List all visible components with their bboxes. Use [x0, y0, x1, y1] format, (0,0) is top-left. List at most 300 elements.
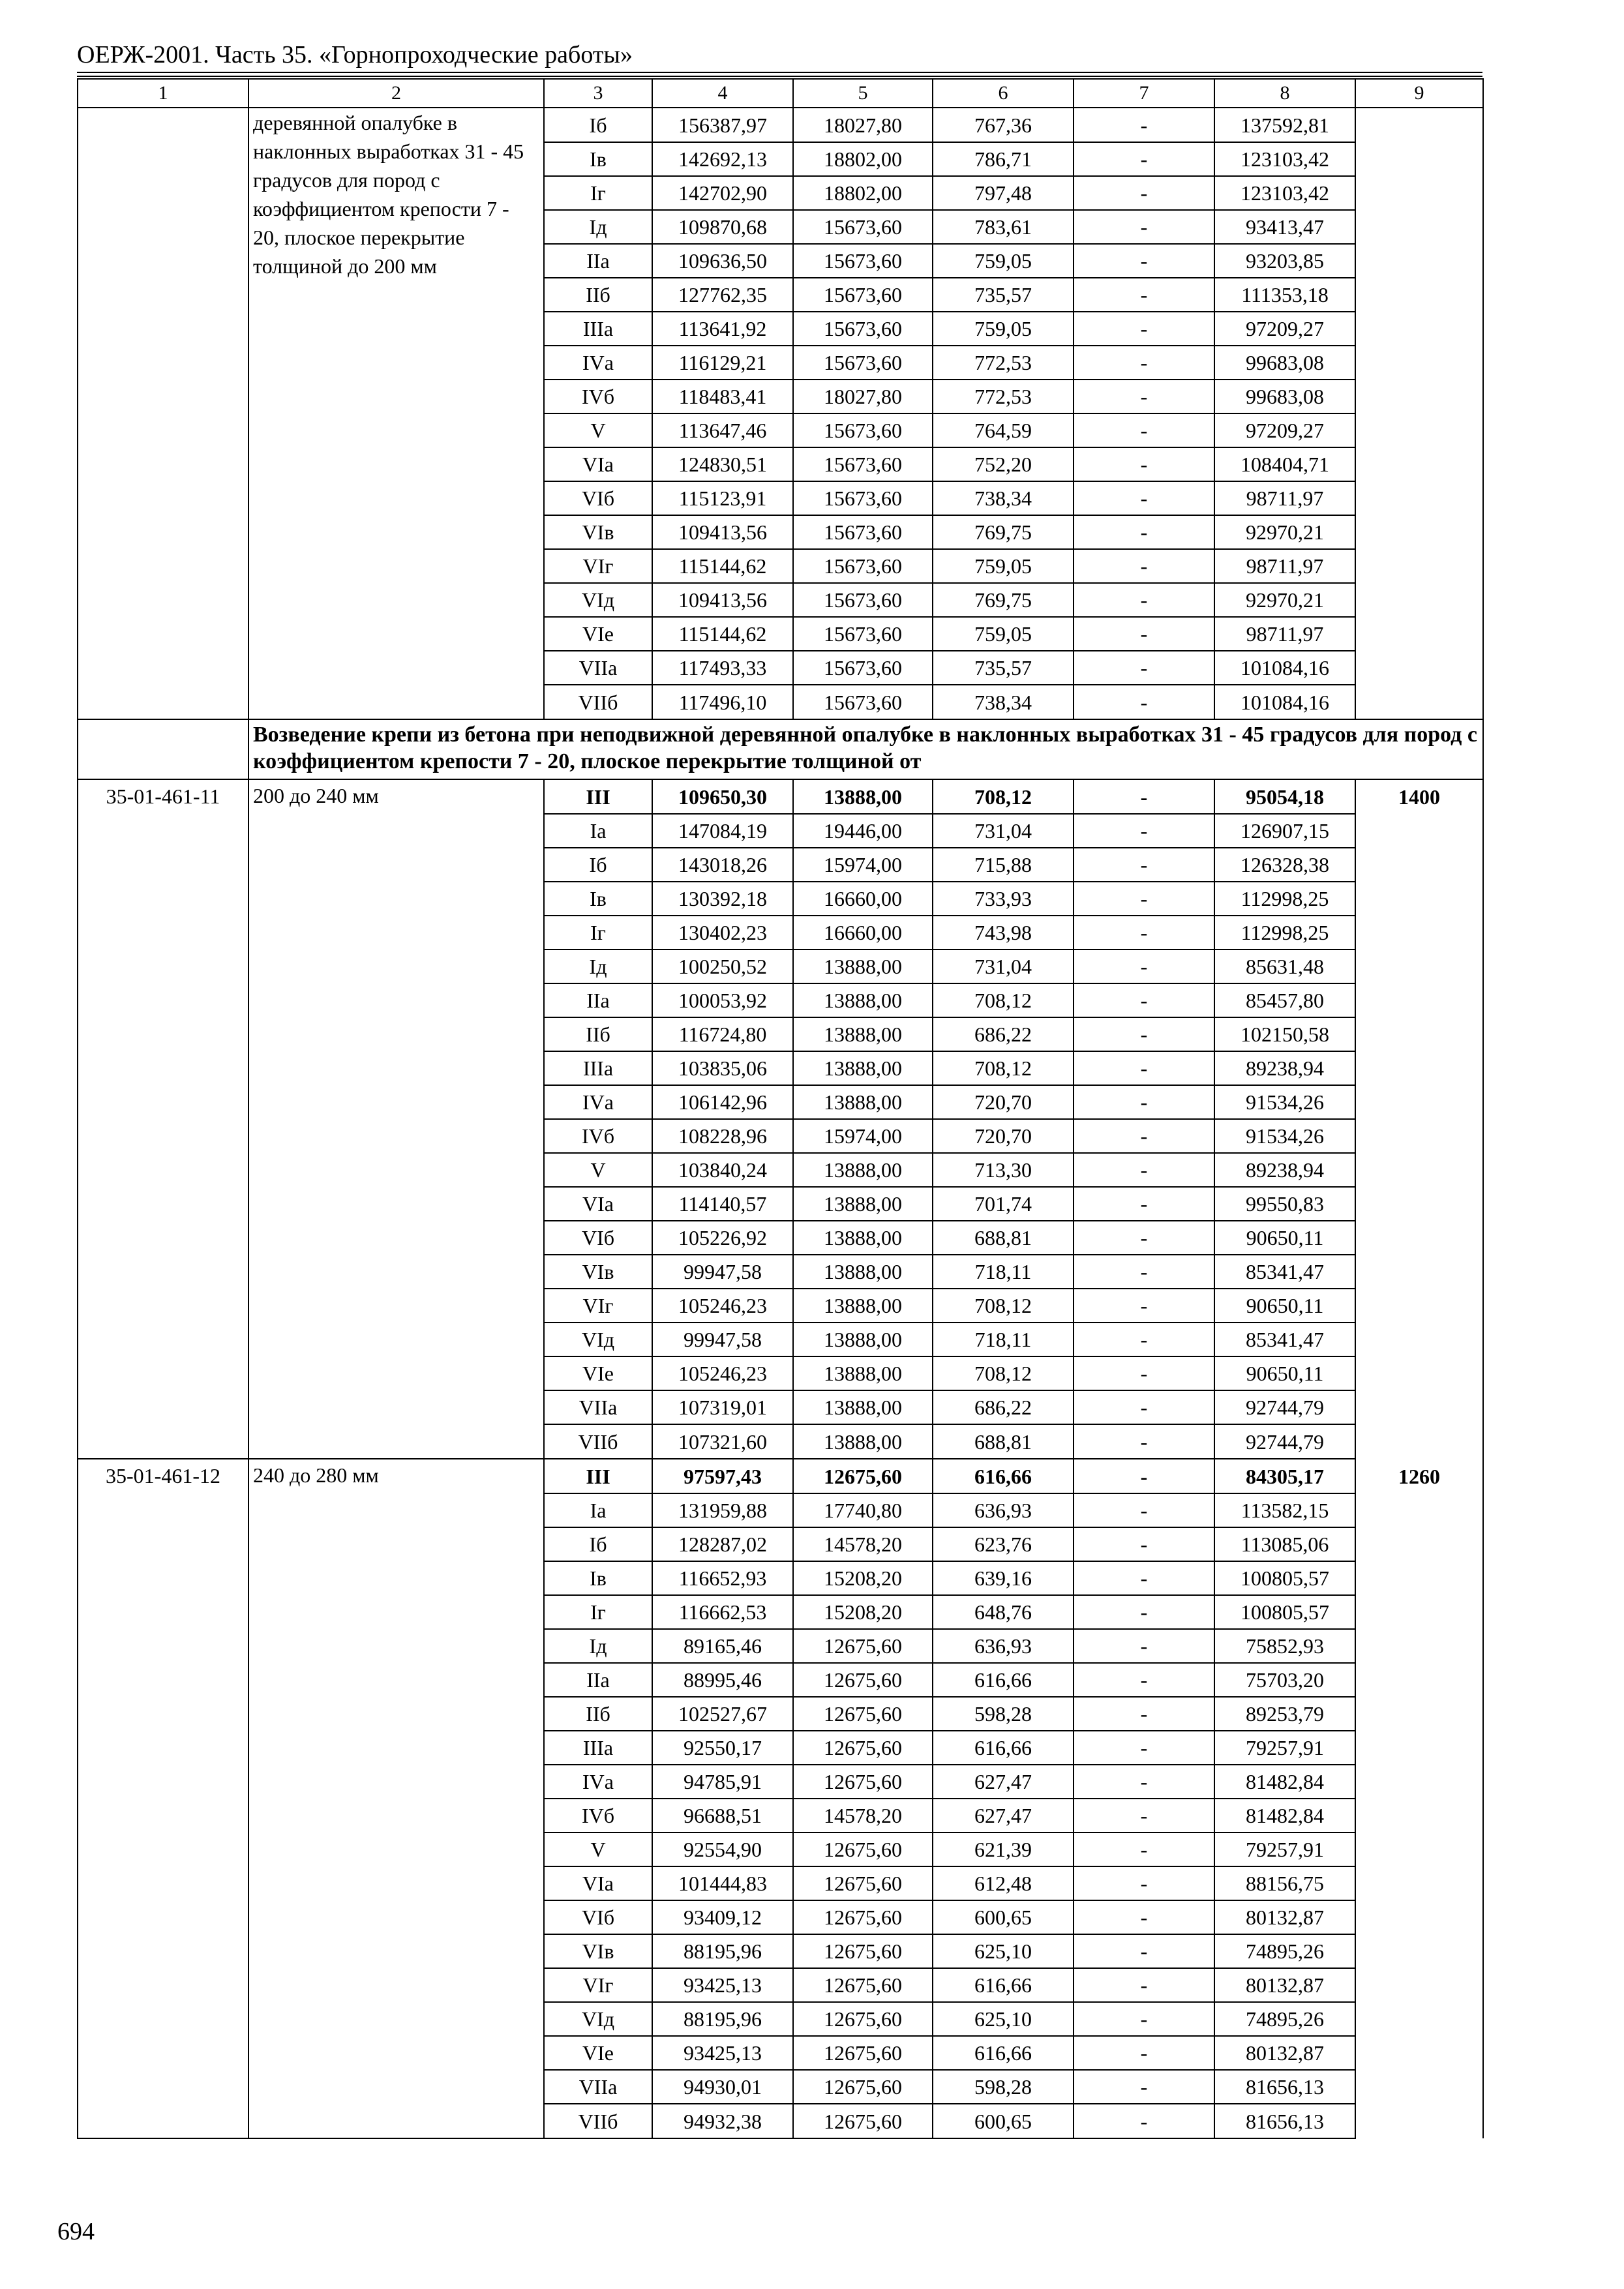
count-cell	[1355, 1221, 1483, 1255]
description-cell	[248, 413, 544, 447]
code-cell	[78, 685, 248, 719]
value-cell: 625,10	[933, 2002, 1074, 2036]
table-row	[78, 1629, 1483, 1663]
value-cell: 600,65	[933, 2104, 1074, 2138]
value-cell: 97209,27	[1214, 312, 1355, 346]
value-cell: 12675,60	[793, 2036, 933, 2070]
value-cell: 733,93	[933, 882, 1074, 916]
description-cell	[248, 1799, 544, 1833]
table-row	[78, 1289, 1483, 1323]
value-cell: 735,57	[933, 651, 1074, 685]
code-cell	[78, 1424, 248, 1459]
value-cell: 797,48	[933, 176, 1074, 210]
value-cell: -	[1074, 779, 1214, 814]
code-cell	[78, 916, 248, 950]
table-row	[78, 651, 1483, 685]
description-cell	[248, 882, 544, 916]
count-cell	[1355, 2002, 1483, 2036]
description-cell	[248, 950, 544, 983]
value-cell: III	[544, 1459, 652, 1493]
value-cell: 598,28	[933, 1697, 1074, 1731]
value-cell: VIв	[544, 1934, 652, 1968]
value-cell: -	[1074, 1323, 1214, 1356]
code-cell	[78, 1085, 248, 1119]
value-cell: 12675,60	[793, 1459, 933, 1493]
value-cell: 713,30	[933, 1153, 1074, 1187]
value-cell: Iв	[544, 142, 652, 176]
table-row	[78, 583, 1483, 617]
value-cell: 718,11	[933, 1255, 1074, 1289]
value-cell: VIIб	[544, 2104, 652, 2138]
value-cell: 92550,17	[652, 1731, 793, 1765]
value-cell: Iб	[544, 848, 652, 882]
value-cell: 13888,00	[793, 1424, 933, 1459]
code-cell	[78, 1051, 248, 1085]
description-cell	[248, 1017, 544, 1051]
description-cell	[248, 346, 544, 380]
count-cell	[1355, 108, 1483, 142]
value-cell: V	[544, 1153, 652, 1187]
description-cell	[248, 1663, 544, 1697]
table-row	[78, 1017, 1483, 1051]
value-cell: IIа	[544, 244, 652, 278]
value-cell: 109413,56	[652, 515, 793, 549]
table-body	[78, 79, 1483, 2138]
value-cell: 598,28	[933, 2070, 1074, 2104]
description-cell	[248, 2104, 544, 2138]
value-cell: 81656,13	[1214, 2104, 1355, 2138]
value-cell: 107319,01	[652, 1390, 793, 1424]
value-cell: 15208,20	[793, 1561, 933, 1595]
value-cell: 85457,80	[1214, 983, 1355, 1017]
value-cell: -	[1074, 549, 1214, 583]
description-cell	[248, 1085, 544, 1119]
value-cell: 115144,62	[652, 549, 793, 583]
code-cell	[78, 814, 248, 848]
description-cell	[248, 1356, 544, 1390]
table-row	[78, 685, 1483, 719]
code-cell: 35-01-461-12	[78, 1459, 248, 1493]
count-cell	[1355, 1629, 1483, 1663]
code-cell	[78, 1255, 248, 1289]
value-cell: VIIа	[544, 2070, 652, 2104]
value-cell: 13888,00	[793, 983, 933, 1017]
value-cell: 686,22	[933, 1017, 1074, 1051]
table-row	[78, 1799, 1483, 1833]
value-cell: -	[1074, 848, 1214, 882]
value-cell: 100805,57	[1214, 1561, 1355, 1595]
value-cell: 143018,26	[652, 848, 793, 882]
table-row	[78, 1697, 1483, 1731]
value-cell: 92744,79	[1214, 1424, 1355, 1459]
value-cell: VIг	[544, 1968, 652, 2002]
value-cell: 16660,00	[793, 882, 933, 916]
code-cell	[78, 651, 248, 685]
table-row	[78, 1459, 1483, 1493]
value-cell: Iд	[544, 950, 652, 983]
value-cell: -	[1074, 1900, 1214, 1934]
table-row	[78, 481, 1483, 515]
value-cell: 738,34	[933, 685, 1074, 719]
value-cell: IVа	[544, 1765, 652, 1799]
value-cell: -	[1074, 1493, 1214, 1527]
value-cell: 13888,00	[793, 1085, 933, 1119]
code-cell	[78, 1934, 248, 1968]
code-cell	[78, 1833, 248, 1866]
value-cell: -	[1074, 312, 1214, 346]
value-cell: 90650,11	[1214, 1221, 1355, 1255]
value-cell: IIб	[544, 278, 652, 312]
code-cell	[78, 244, 248, 278]
value-cell: 15673,60	[793, 312, 933, 346]
column-number: 1	[78, 79, 248, 108]
value-cell: 735,57	[933, 278, 1074, 312]
value-cell: 12675,60	[793, 1866, 933, 1900]
count-cell	[1355, 312, 1483, 346]
value-cell: VIг	[544, 549, 652, 583]
count-cell	[1355, 278, 1483, 312]
column-number: 9	[1355, 79, 1483, 108]
value-cell: 85631,48	[1214, 950, 1355, 983]
column-number: 2	[248, 79, 544, 108]
value-cell: 81656,13	[1214, 2070, 1355, 2104]
count-cell	[1355, 950, 1483, 983]
table-row	[78, 1153, 1483, 1187]
value-cell: -	[1074, 176, 1214, 210]
value-cell: 616,66	[933, 1731, 1074, 1765]
table-row	[78, 1731, 1483, 1765]
table-row	[78, 1051, 1483, 1085]
count-cell	[1355, 413, 1483, 447]
value-cell: -	[1074, 447, 1214, 481]
value-cell: -	[1074, 882, 1214, 916]
value-cell: 14578,20	[793, 1527, 933, 1561]
count-cell	[1355, 848, 1483, 882]
table-row	[78, 617, 1483, 651]
value-cell: -	[1074, 950, 1214, 983]
value-cell: 13888,00	[793, 1017, 933, 1051]
description-cell	[248, 1119, 544, 1153]
value-cell: 105246,23	[652, 1289, 793, 1323]
value-cell: 13888,00	[793, 1356, 933, 1390]
value-cell: 18802,00	[793, 176, 933, 210]
value-cell: 90650,11	[1214, 1289, 1355, 1323]
value-cell: 123103,42	[1214, 176, 1355, 210]
count-cell	[1355, 1527, 1483, 1561]
value-cell: 89238,94	[1214, 1051, 1355, 1085]
code-cell	[78, 176, 248, 210]
code-cell	[78, 1390, 248, 1424]
code-cell	[78, 142, 248, 176]
code-cell	[78, 848, 248, 882]
description-cell	[248, 1968, 544, 2002]
value-cell: 759,05	[933, 312, 1074, 346]
column-number: 8	[1214, 79, 1355, 108]
table-row	[78, 346, 1483, 380]
description-cell	[248, 1866, 544, 1900]
value-cell: 101084,16	[1214, 651, 1355, 685]
value-cell: 80132,87	[1214, 2036, 1355, 2070]
count-cell	[1355, 142, 1483, 176]
value-cell: 127762,35	[652, 278, 793, 312]
value-cell: -	[1074, 1017, 1214, 1051]
value-cell: Iг	[544, 176, 652, 210]
value-cell: 81482,84	[1214, 1799, 1355, 1833]
value-cell: VIIа	[544, 651, 652, 685]
column-number: 3	[544, 79, 652, 108]
value-cell: 84305,17	[1214, 1459, 1355, 1493]
column-number: 7	[1074, 79, 1214, 108]
value-cell: -	[1074, 1255, 1214, 1289]
value-cell: -	[1074, 1866, 1214, 1900]
value-cell: VIб	[544, 481, 652, 515]
value-cell: 85341,47	[1214, 1323, 1355, 1356]
value-cell: 12675,60	[793, 1697, 933, 1731]
description-cell	[248, 2036, 544, 2070]
description-text: деревянной опалубке в наклонных выработках 31 - 45 градусов для пород с коэффициентом крепости 7 - 20, плоское перекрытие толщиной до 200 мм	[253, 111, 524, 278]
page-number: 694	[57, 2218, 95, 2245]
value-cell: 627,47	[933, 1765, 1074, 1799]
description-cell	[248, 1187, 544, 1221]
value-cell: -	[1074, 685, 1214, 719]
table-row	[78, 882, 1483, 916]
table-row	[78, 1561, 1483, 1595]
value-cell: 15673,60	[793, 413, 933, 447]
value-cell: 118483,41	[652, 380, 793, 413]
table-row	[78, 1119, 1483, 1153]
table-row	[78, 1390, 1483, 1424]
value-cell: -	[1074, 2070, 1214, 2104]
description-cell	[248, 1934, 544, 1968]
value-cell: IVб	[544, 1119, 652, 1153]
value-cell: 109650,30	[652, 779, 793, 814]
description-cell	[248, 549, 544, 583]
table-row	[78, 278, 1483, 312]
description-cell	[248, 1221, 544, 1255]
column-number: 6	[933, 79, 1074, 108]
value-cell: 95054,18	[1214, 779, 1355, 814]
value-cell: VIIа	[544, 1390, 652, 1424]
value-cell: 621,39	[933, 1833, 1074, 1866]
value-cell: 13888,00	[793, 950, 933, 983]
code-cell	[78, 108, 248, 142]
code-cell	[78, 1900, 248, 1934]
description-cell	[248, 583, 544, 617]
value-cell: 88156,75	[1214, 1866, 1355, 1900]
value-cell: 12675,60	[793, 1968, 933, 2002]
value-cell: 116652,93	[652, 1561, 793, 1595]
description-cell	[248, 481, 544, 515]
value-cell: 12675,60	[793, 1731, 933, 1765]
table-row	[78, 1765, 1483, 1799]
value-cell: 767,36	[933, 108, 1074, 142]
value-cell: VIIб	[544, 1424, 652, 1459]
value-cell: Iб	[544, 108, 652, 142]
description-cell	[248, 278, 544, 312]
value-cell: 128287,02	[652, 1527, 793, 1561]
table-row	[78, 1323, 1483, 1356]
value-cell: 12675,60	[793, 2070, 933, 2104]
value-cell: 636,93	[933, 1493, 1074, 1527]
value-cell: -	[1074, 1221, 1214, 1255]
value-cell: 112998,25	[1214, 916, 1355, 950]
value-cell: 100805,57	[1214, 1595, 1355, 1629]
value-cell: 15673,60	[793, 651, 933, 685]
code-cell	[78, 1968, 248, 2002]
value-cell: IVа	[544, 346, 652, 380]
value-cell: -	[1074, 278, 1214, 312]
value-cell: 74895,26	[1214, 1934, 1355, 1968]
description-cell	[248, 1527, 544, 1561]
code-cell	[78, 1017, 248, 1051]
description-cell	[248, 983, 544, 1017]
value-cell: IIб	[544, 1697, 652, 1731]
value-cell: 106142,96	[652, 1085, 793, 1119]
value-cell: 102527,67	[652, 1697, 793, 1731]
value-cell: 90650,11	[1214, 1356, 1355, 1390]
value-cell: 639,16	[933, 1561, 1074, 1595]
value-cell: 100250,52	[652, 950, 793, 983]
count-cell	[1355, 1900, 1483, 1934]
value-cell: 92744,79	[1214, 1390, 1355, 1424]
value-cell: 88195,96	[652, 2002, 793, 2036]
table-row	[78, 1833, 1483, 1866]
value-cell: V	[544, 413, 652, 447]
value-cell: 93425,13	[652, 2036, 793, 2070]
value-cell: 18802,00	[793, 142, 933, 176]
description-cell	[248, 1289, 544, 1323]
value-cell: -	[1074, 108, 1214, 142]
value-cell: 17740,80	[793, 1493, 933, 1527]
value-cell: 15974,00	[793, 1119, 933, 1153]
value-cell: 75852,93	[1214, 1629, 1355, 1663]
value-cell: VIв	[544, 1255, 652, 1289]
value-cell: 15673,60	[793, 244, 933, 278]
count-cell	[1355, 1697, 1483, 1731]
value-cell: 688,81	[933, 1221, 1074, 1255]
value-cell: 98711,97	[1214, 549, 1355, 583]
value-cell: 769,75	[933, 515, 1074, 549]
value-cell: 130392,18	[652, 882, 793, 916]
table-row	[78, 312, 1483, 346]
code-cell	[78, 210, 248, 244]
value-cell: 105246,23	[652, 1356, 793, 1390]
table-row	[78, 1595, 1483, 1629]
count-cell	[1355, 1866, 1483, 1900]
code-cell	[78, 1323, 248, 1356]
value-cell: 99947,58	[652, 1255, 793, 1289]
count-cell	[1355, 1765, 1483, 1799]
value-cell: 79257,91	[1214, 1833, 1355, 1866]
value-cell: 731,04	[933, 814, 1074, 848]
value-cell: Iг	[544, 916, 652, 950]
value-cell: VIд	[544, 2002, 652, 2036]
count-cell	[1355, 583, 1483, 617]
value-cell: 79257,91	[1214, 1731, 1355, 1765]
value-cell: 16660,00	[793, 916, 933, 950]
value-cell: 92970,21	[1214, 583, 1355, 617]
description-cell	[248, 1424, 544, 1459]
value-cell: 126328,38	[1214, 848, 1355, 882]
value-cell: 12675,60	[793, 1663, 933, 1697]
description-cell: 200 до 240 мм	[248, 779, 544, 814]
value-cell: 98711,97	[1214, 617, 1355, 651]
value-cell: 101444,83	[652, 1866, 793, 1900]
code-cell	[78, 1866, 248, 1900]
value-cell: Iв	[544, 882, 652, 916]
value-cell: 97209,27	[1214, 413, 1355, 447]
value-cell: 783,61	[933, 210, 1074, 244]
value-cell: 94930,01	[652, 2070, 793, 2104]
count-cell	[1355, 2104, 1483, 2138]
value-cell: 124830,51	[652, 447, 793, 481]
column-number-row	[78, 79, 1483, 108]
code-cell	[78, 1356, 248, 1390]
value-cell: 15673,60	[793, 346, 933, 380]
table-row	[78, 2070, 1483, 2104]
value-cell: 786,71	[933, 142, 1074, 176]
value-cell: -	[1074, 413, 1214, 447]
table-row	[78, 2002, 1483, 2036]
value-cell: 12675,60	[793, 1765, 933, 1799]
count-cell	[1355, 814, 1483, 848]
value-cell: 720,70	[933, 1119, 1074, 1153]
value-cell: VIе	[544, 617, 652, 651]
value-cell: 116129,21	[652, 346, 793, 380]
value-cell: -	[1074, 515, 1214, 549]
count-cell	[1355, 2036, 1483, 2070]
value-cell: VIа	[544, 1866, 652, 1900]
table-row	[78, 1424, 1483, 1459]
description-cell	[248, 1493, 544, 1527]
value-cell: 13888,00	[793, 1187, 933, 1221]
value-cell: -	[1074, 2002, 1214, 2036]
value-cell: -	[1074, 1629, 1214, 1663]
count-cell	[1355, 244, 1483, 278]
value-cell: 12675,60	[793, 2002, 933, 2036]
value-cell: -	[1074, 814, 1214, 848]
value-cell: 13888,00	[793, 1323, 933, 1356]
value-cell: 156387,97	[652, 108, 793, 142]
value-cell: 759,05	[933, 549, 1074, 583]
table-row	[78, 1900, 1483, 1934]
value-cell: 130402,23	[652, 916, 793, 950]
value-cell: -	[1074, 142, 1214, 176]
value-cell: IIа	[544, 1663, 652, 1697]
value-cell: 92970,21	[1214, 515, 1355, 549]
value-cell: IIIа	[544, 312, 652, 346]
count-cell	[1355, 1187, 1483, 1221]
value-cell: 752,20	[933, 447, 1074, 481]
description-cell	[248, 1900, 544, 1934]
code-cell	[78, 1289, 248, 1323]
value-cell: 759,05	[933, 617, 1074, 651]
value-cell: 115123,91	[652, 481, 793, 515]
value-cell: -	[1074, 1289, 1214, 1323]
code-cell	[78, 1561, 248, 1595]
value-cell: 116724,80	[652, 1017, 793, 1051]
value-cell: 743,98	[933, 916, 1074, 950]
count-cell	[1355, 346, 1483, 380]
value-cell: VIа	[544, 1187, 652, 1221]
count-cell	[1355, 1390, 1483, 1424]
value-cell: VIе	[544, 1356, 652, 1390]
title-blank-cell	[78, 719, 248, 779]
value-cell: 81482,84	[1214, 1765, 1355, 1799]
description-cell	[248, 1833, 544, 1866]
table-row	[78, 1221, 1483, 1255]
value-cell: IVб	[544, 380, 652, 413]
